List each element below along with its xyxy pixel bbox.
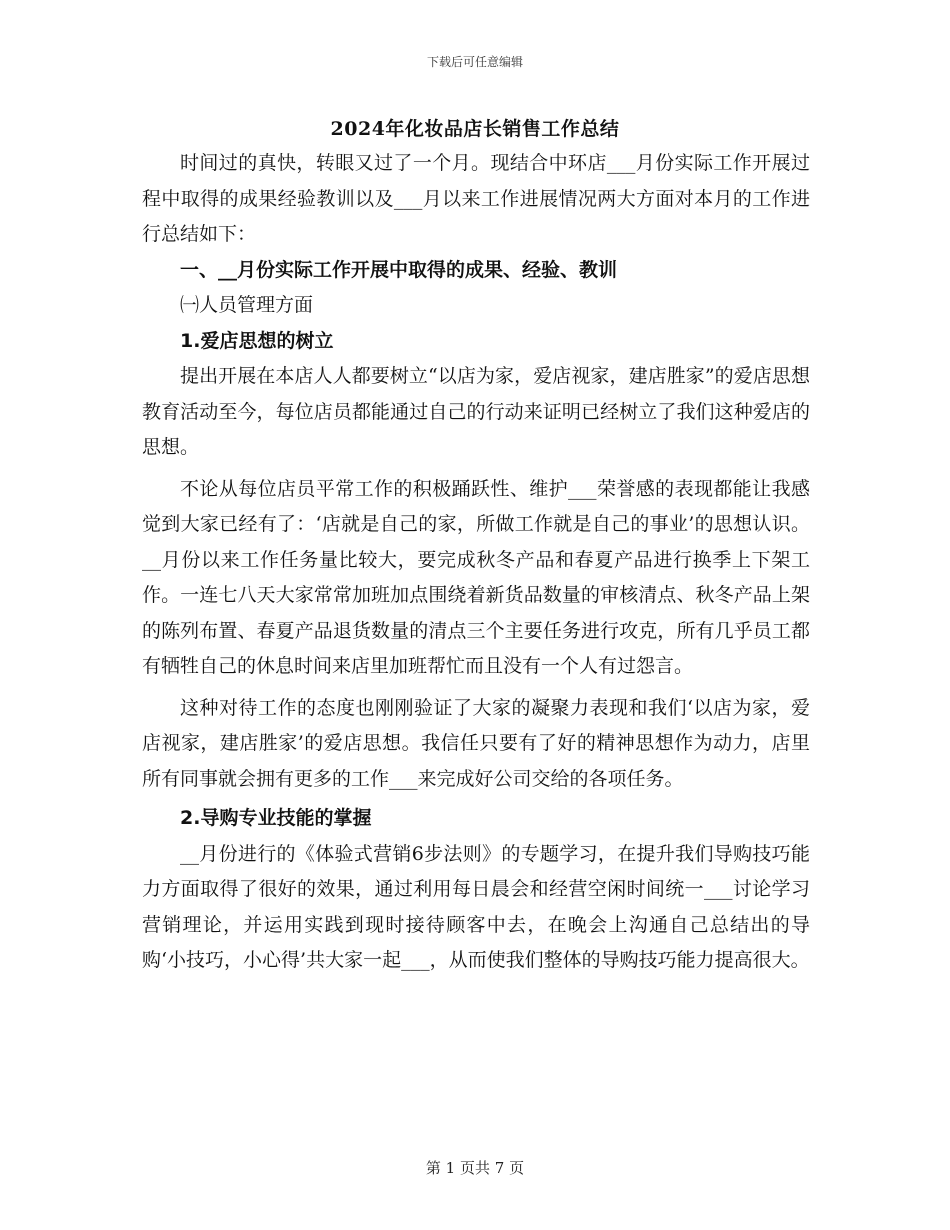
item1-paragraph-1: 提出开展在本店人人都要树立“以店为家，爱店视家，建店胜家”的爱店思想教育活动至今，每位店员都能通过自己的行动来证明已经树立了我们这种爱店的思想。 (142, 365, 810, 458)
item1-paragraph-2: 不论从每位店员平常工作的积极踊跃性、维护___荣誉感的表现都能让我感觉到大家已经有了：‘店就是自己的家，所做工作就是自己的事业’的思想认识。__月份以来工作任务量比较大，要完成秋冬产品和春夏产品进行换季上下架工作。一连七八天大家常常加班加点围绕着新货品数量的审核清点、秋冬产品上架的陈列布置、春夏产品退货数量的清点三个主要任务进行攻克，所有几乎员工都有牺牲自己的休息时间来店里加班帮忙而且没有一个人有过怨言。 (142, 477, 810, 677)
item-heading-1: 1.爱店思想的树立 (180, 329, 334, 352)
page-header: 下载后可任意编辑 (426, 55, 523, 69)
intro-paragraph: 时间过的真快，转眼又过了一个月。现结合中环店___月份实际工作开展过程中取得的成果经验教训以及___月以来工作进展情况两大方面对本月的工作进行总结如下： (142, 152, 810, 245)
subsection-heading: ㈠人员管理方面 (180, 294, 314, 316)
page-number: 第 1 页共 7 页 (425, 1159, 525, 1177)
item-heading-2: 2.导购专业技能的掌握 (180, 807, 372, 829)
document-title: 2024年化妆品店长销售工作总结 (330, 118, 620, 140)
document-body (142, 146, 810, 979)
item1-paragraph-3: 这种对待工作的态度也刚刚验证了大家的凝聚力表现和我们‘以店为家，爱店视家，建店胜家’的爱店思想。我信任只要有了好的精神思想作为动力，店里所有同事就会拥有更多的工作___来完成好公司交给的各项任务。 (142, 696, 810, 790)
item2-paragraph-1: __月份进行的《体验式营销6步法则》的专题学习，在提升我们导购技巧能力方面取得了很好的效果，通过利用每日晨会和经营空闲时间统一___讨论学习营销理论，并运用实践到现时接待顾客中去，在晚会上沟通自己总结出的导购‘小技巧，小心得’共大家一起___，从而使我们整体的导购技巧能力提高很大。 (142, 842, 810, 971)
section-heading: 一、__月份实际工作开展中取得的成果、经验、教训 (180, 258, 618, 281)
